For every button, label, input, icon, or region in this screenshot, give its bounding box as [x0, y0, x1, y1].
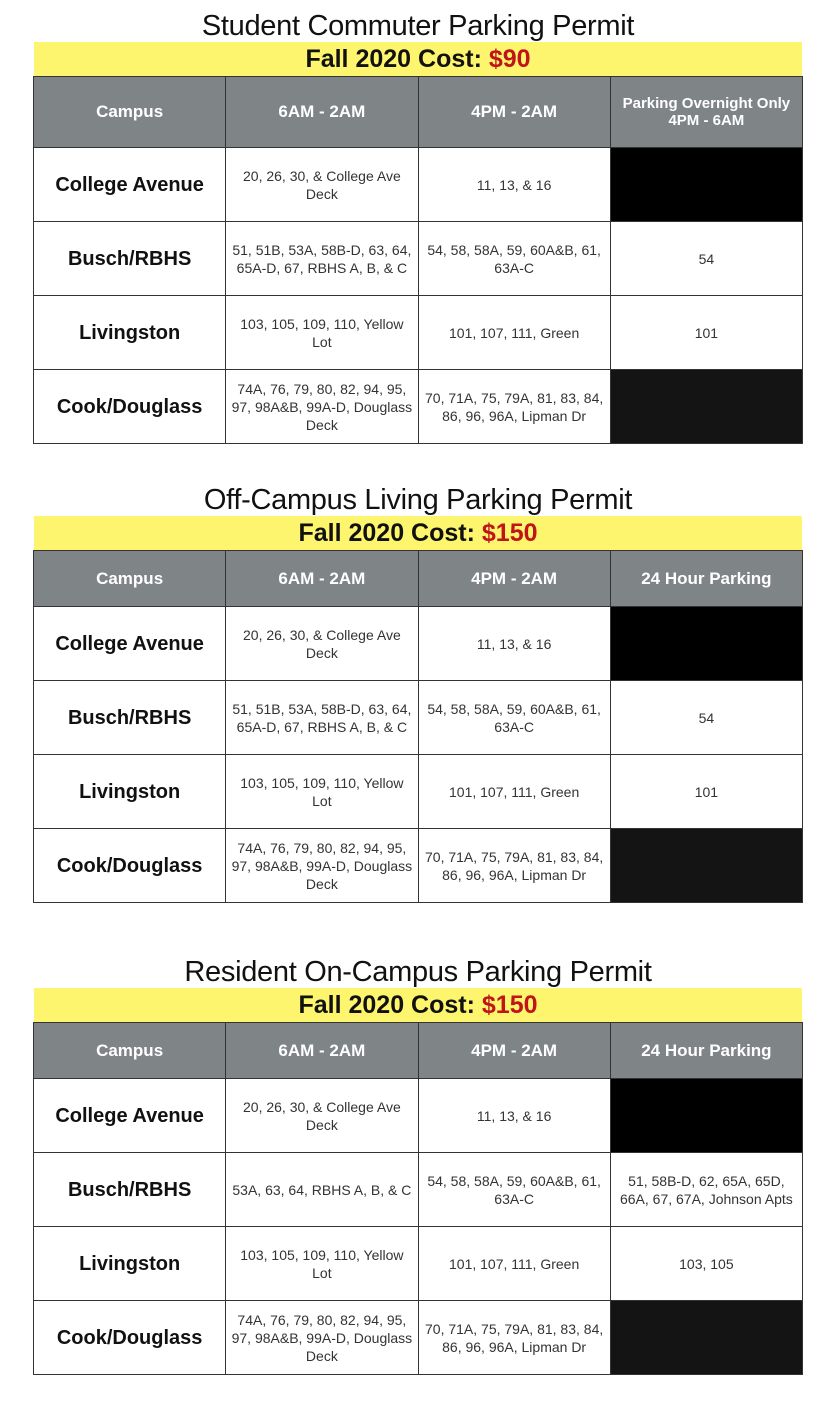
header-4pm-2am: 4PM - 2AM: [418, 77, 610, 148]
table-row: [34, 607, 803, 681]
table-row: [34, 148, 803, 222]
unavailable-cell: [610, 829, 802, 903]
lots-4pm-2am: 70, 71A, 75, 79A, 81, 83, 84, 86, 96, 96A, Lipman Dr: [418, 829, 610, 903]
header-campus: Campus: [34, 77, 226, 148]
table-row: [34, 829, 803, 903]
header-6am-2am: 6AM - 2AM: [226, 1023, 418, 1079]
lots-4pm-2am: 101, 107, 111, Green: [418, 296, 610, 370]
off-campus-permit-section: [34, 480, 802, 903]
lots-6am-2am: 74A, 76, 79, 80, 82, 94, 95, 97, 98A&B, 99A-D, Douglass Deck: [226, 829, 418, 903]
cost-label: Fall 2020 Cost:: [305, 45, 482, 73]
cost-banner: [34, 42, 802, 76]
student-commuter-permit-section: [34, 6, 802, 444]
header-4pm-2am: 4PM - 2AM: [418, 1023, 610, 1079]
header-6am-2am: 6AM - 2AM: [226, 77, 418, 148]
permit-table: [33, 1022, 803, 1375]
header-4pm-2am: 4PM - 2AM: [418, 551, 610, 607]
cost-banner: [34, 988, 802, 1022]
table-row: [34, 755, 803, 829]
lots-4pm-2am: 11, 13, & 16: [418, 607, 610, 681]
campus-cell: Busch/RBHS: [34, 681, 226, 755]
campus-cell: Livingston: [34, 1227, 226, 1301]
campus-cell: Cook/Douglass: [34, 370, 226, 444]
cost-label: Fall 2020 Cost:: [298, 991, 475, 1019]
table-row: [34, 1153, 803, 1227]
cost-banner: [34, 516, 802, 550]
unavailable-cell: [610, 607, 802, 681]
header-row: [34, 77, 803, 148]
campus-cell: Livingston: [34, 755, 226, 829]
table-row: [34, 1079, 803, 1153]
cost-label: Fall 2020 Cost:: [298, 519, 475, 547]
lots-4pm-2am: 11, 13, & 16: [418, 148, 610, 222]
lots-24-hour: 103, 105: [610, 1227, 802, 1301]
header-campus: Campus: [34, 551, 226, 607]
campus-cell: College Avenue: [34, 148, 226, 222]
campus-cell: Busch/RBHS: [34, 222, 226, 296]
lots-4pm-2am: 54, 58, 58A, 59, 60A&B, 61, 63A-C: [418, 1153, 610, 1227]
campus-cell: College Avenue: [34, 607, 226, 681]
lots-6am-2am: 103, 105, 109, 110, Yellow Lot: [226, 296, 418, 370]
header-campus: Campus: [34, 1023, 226, 1079]
header-row: [34, 551, 803, 607]
permit-title: Resident On-Campus Parking Permit: [184, 956, 652, 988]
cost-value: $90: [488, 45, 531, 73]
lots-6am-2am: 103, 105, 109, 110, Yellow Lot: [226, 1227, 418, 1301]
lots-4pm-2am: 54, 58, 58A, 59, 60A&B, 61, 63A-C: [418, 222, 610, 296]
unavailable-cell: [610, 1079, 802, 1153]
lots-24-hour: 54: [610, 681, 802, 755]
lots-6am-2am: 51, 51B, 53A, 58B-D, 63, 64, 65A-D, 67, RBHS A, B, & C: [226, 222, 418, 296]
header-overnight: Parking Overnight Only 4PM - 6AM: [610, 77, 802, 148]
permit-table: [33, 76, 803, 444]
lots-6am-2am: 20, 26, 30, & College Ave Deck: [226, 607, 418, 681]
header-row: [34, 1023, 803, 1079]
resident-on-campus-permit-section: [34, 952, 802, 1375]
unavailable-cell: [610, 1301, 802, 1375]
campus-cell: Busch/RBHS: [34, 1153, 226, 1227]
campus-cell: College Avenue: [34, 1079, 226, 1153]
table-row: [34, 1227, 803, 1301]
header-24-hour: 24 Hour Parking: [610, 1023, 802, 1079]
table-row: [34, 222, 803, 296]
lots-6am-2am: 74A, 76, 79, 80, 82, 94, 95, 97, 98A&B, 99A-D, Douglass Deck: [226, 1301, 418, 1375]
lots-6am-2am: 51, 51B, 53A, 58B-D, 63, 64, 65A-D, 67, RBHS A, B, & C: [226, 681, 418, 755]
permit-title: Off-Campus Living Parking Permit: [203, 484, 633, 516]
table-row: [34, 296, 803, 370]
lots-4pm-2am: 11, 13, & 16: [418, 1079, 610, 1153]
lots-4pm-2am: 54, 58, 58A, 59, 60A&B, 61, 63A-C: [418, 681, 610, 755]
table-row: [34, 681, 803, 755]
campus-cell: Livingston: [34, 296, 226, 370]
lots-24-hour: 101: [610, 755, 802, 829]
lots-6am-2am: 74A, 76, 79, 80, 82, 94, 95, 97, 98A&B, 99A-D, Douglass Deck: [226, 370, 418, 444]
cost-value: $150: [481, 519, 538, 547]
lots-6am-2am: 20, 26, 30, & College Ave Deck: [226, 1079, 418, 1153]
cost-value: $150: [481, 991, 538, 1019]
lots-overnight: 54: [610, 222, 802, 296]
unavailable-cell: [610, 370, 802, 444]
lots-4pm-2am: 101, 107, 111, Green: [418, 755, 610, 829]
table-row: [34, 1301, 803, 1375]
lots-overnight: 101: [610, 296, 802, 370]
lots-6am-2am: 103, 105, 109, 110, Yellow Lot: [226, 755, 418, 829]
table-row: [34, 370, 803, 444]
header-24-hour: 24 Hour Parking: [610, 551, 802, 607]
lots-6am-2am: 53A, 63, 64, RBHS A, B, & C: [226, 1153, 418, 1227]
unavailable-cell: [610, 148, 802, 222]
campus-cell: Cook/Douglass: [34, 829, 226, 903]
header-6am-2am: 6AM - 2AM: [226, 551, 418, 607]
campus-cell: Cook/Douglass: [34, 1301, 226, 1375]
lots-4pm-2am: 70, 71A, 75, 79A, 81, 83, 84, 86, 96, 96A, Lipman Dr: [418, 370, 610, 444]
lots-4pm-2am: 70, 71A, 75, 79A, 81, 83, 84, 86, 96, 96A, Lipman Dr: [418, 1301, 610, 1375]
permit-title: Student Commuter Parking Permit: [201, 10, 635, 42]
lots-4pm-2am: 101, 107, 111, Green: [418, 1227, 610, 1301]
lots-6am-2am: 20, 26, 30, & College Ave Deck: [226, 148, 418, 222]
permit-table: [33, 550, 803, 903]
lots-24-hour: 51, 58B-D, 62, 65A, 65D, 66A, 67, 67A, Johnson Apts: [610, 1153, 802, 1227]
